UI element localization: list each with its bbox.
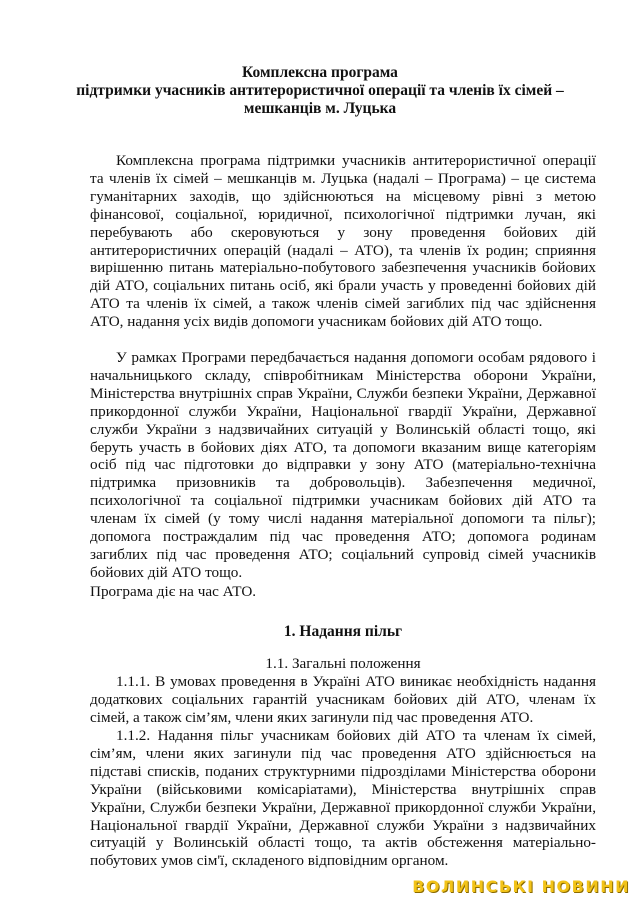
title-line-1: Комплексна програма — [242, 64, 398, 81]
duration-note: Програма діє на час АТО. — [90, 583, 257, 600]
subsection-title: 1.1. Загальні положення — [265, 655, 421, 672]
intro-paragraph-1: Комплексна програма підтримки учасників антитерористичної операції та членів їх сімей – мешканців м. Луцька (надалі – Програма) – це система гуманітарних заходів, що здійснюються на місцевому рівні з метою фінансової, соціальної, юридичної, психологічної підтримки лучан, які перебувають або скеровуються у зону проведення бойових дій антитерористичних операцій (надалі – АТО), та членів їх родин; сприяння вирішенню питань матеріально-побутового забезпечення учасників бойових дій АТО, соціальних питань осіб, які брали участь у проведенні бойових дій АТО та членів їх сімей, а також членів сімей загиблих під час здійснення АТО, надання усіх видів допомоги учасникам бойових дій АТО тощо. — [90, 152, 596, 331]
intro-paragraph-2: У рамках Програми передбачається надання допомоги особам рядового і начальницького складу, співробітникам Міністерства оборони України, Міністерства внутрішніх справ України, Служби безпеки України, Державної прикордонної служби України, Національної гвардії України, Державної служби України з надзвичайних ситуацій у Волинській області тощо, які беруть участь в бойових діях АТО, та допомоги вказаним вище категоріям осіб під час підготовки до відправки у зону АТО (матеріально-технічна підтримка призовників та добровольців). Забезпечення медичної, психологічної та соціальної підтримки учасникам бойових дій АТО та членам їх сімей (у тому числі надання матеріальної допомоги та пільг); допомога постраждалим під час проведення АТО; допомога родинам загиблих під час проведення АТО; соціальний супровід сімей учасників бойових дій АТО тощо. — [90, 349, 596, 581]
title-line-2: підтримки учасників антитерористичної операції та членів їх сімей – — [76, 82, 564, 99]
document-title — [60, 64, 580, 118]
item-1-1-1: 1.1.1. В умовах проведення в Україні АТО виникає необхідність надання додаткових соціальних гарантій учасникам бойових дій АТО, членам їх сімей, а також сім’ям, члени яких загинули під час проведення АТО. — [90, 673, 596, 726]
item-1-1-2: 1.1.2. Надання пільг учасникам бойових дій АТО та членам їх сімей, сім’ям, члени яких загинули під час проведення АТО здійснюється на підставі списків, поданих структурними підрозділами Міністерства оборони України (військовими комісаріатами), Міністерства внутрішніх справ України, Служби безпеки України, Державної прикордонної служби України, Національної гвардії України, Державної служби України з надзвичайних ситуацій у Волинській області тощо, та актів обстеження матеріально-побутових умов сім'ї, складеного відповідним органом. — [90, 727, 596, 870]
title-line-3: мешканців м. Луцька — [243, 100, 397, 117]
watermark-logo: ВОЛИНСЬКІ НОВИНИ — [412, 877, 630, 896]
section-title: 1. Надання пільг — [283, 623, 403, 640]
